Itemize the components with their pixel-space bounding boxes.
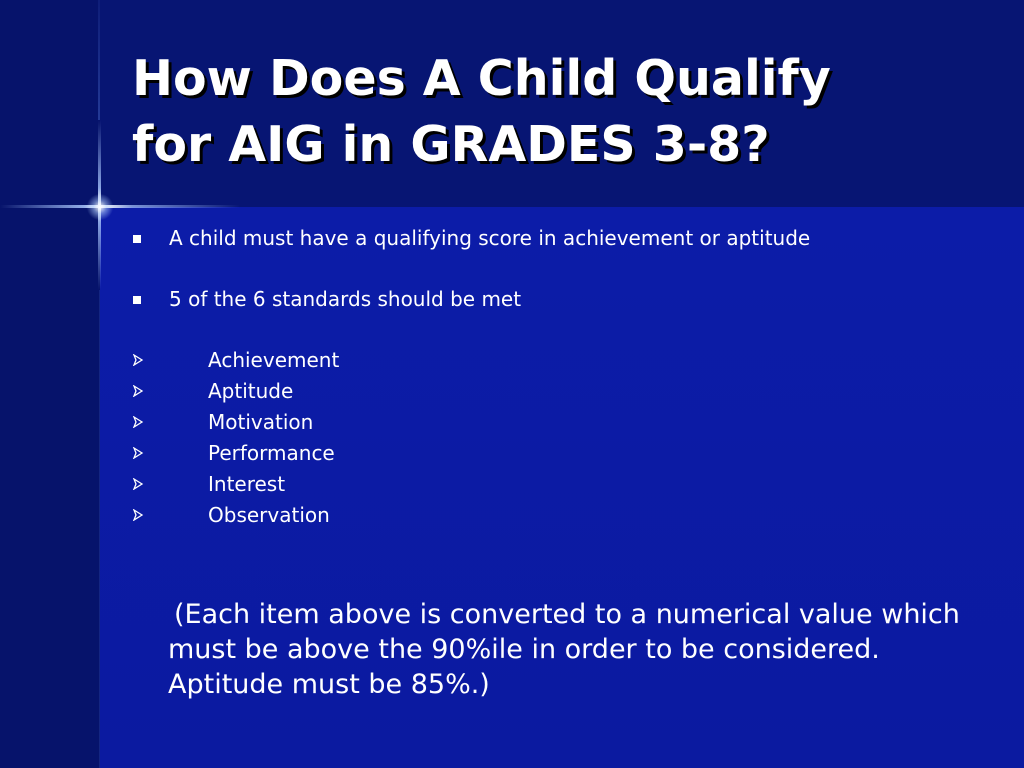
arrow-bullet-icon [132, 385, 144, 397]
arrow-bullet-icon [132, 509, 144, 521]
bullet-text: 5 of the 6 standards should be met [169, 287, 522, 311]
standard-item [132, 500, 732, 531]
standard-item [132, 345, 732, 376]
sparkle-icon [86, 194, 114, 220]
standard-item [132, 376, 732, 407]
background-left-panel [0, 0, 100, 768]
square-bullet-icon [133, 235, 141, 243]
standards-list [132, 345, 732, 531]
standard-item [132, 407, 732, 438]
bullet-item [132, 224, 1012, 252]
standard-label: Achievement [208, 348, 340, 372]
arrow-bullet-icon [132, 416, 144, 428]
standard-label: Observation [208, 503, 330, 527]
standard-label: Interest [208, 472, 286, 496]
bullet-list [132, 224, 1012, 346]
bullet-text: A child must have a qualifying score in achievement or aptitude [169, 226, 811, 250]
standard-label: Aptitude [208, 379, 294, 403]
arrow-bullet-icon [132, 447, 144, 459]
decorative-line [99, 290, 100, 768]
standard-label: Performance [208, 441, 335, 465]
qualification-note: (Each item above is converted to a numerical value which must be above the 90%ile in order to be considered. Aptitude must be 85%.) [168, 599, 960, 700]
standard-label: Motivation [208, 410, 314, 434]
sparkle-flare-horizontal [0, 205, 240, 208]
standard-item [132, 469, 732, 500]
decorative-line [98, 0, 100, 120]
square-bullet-icon [133, 296, 141, 304]
standard-item [132, 438, 732, 469]
arrow-bullet-icon [132, 354, 144, 366]
bullet-item [132, 285, 1012, 313]
slide-title: How Does A Child Qualify for AIG in GRADES 3-8? [132, 50, 831, 173]
arrow-bullet-icon [132, 478, 144, 490]
